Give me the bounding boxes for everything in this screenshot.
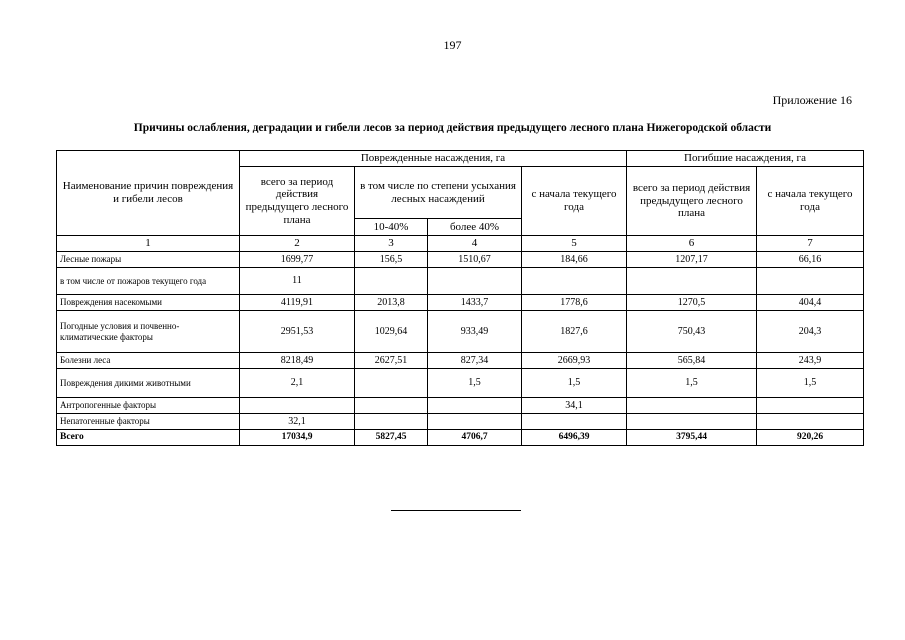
header-dead-group: Погибшие насаждения, га [627, 151, 864, 167]
cell-value: 2013,8 [355, 295, 428, 311]
cell-value: 243,9 [757, 353, 864, 369]
table-row [57, 398, 864, 414]
cell-value: 1827,6 [522, 311, 627, 353]
col-number: 5 [522, 236, 627, 252]
cell-value: 750,43 [627, 311, 757, 353]
cell-value: 1,5 [428, 369, 522, 398]
cell-value [757, 268, 864, 295]
cell-value [627, 268, 757, 295]
row-name: Непатогенные факторы [57, 414, 240, 430]
header-damaged-total-period: всего за период действия предыдущего лесного плана [240, 167, 355, 236]
cell-value: 1778,6 [522, 295, 627, 311]
cell-value: 4119,91 [240, 295, 355, 311]
cell-value: 32,1 [240, 414, 355, 430]
cell-value: 66,16 [757, 252, 864, 268]
cell-value: 2951,53 [240, 311, 355, 353]
cell-value [428, 414, 522, 430]
cell-value: 565,84 [627, 353, 757, 369]
cell-value: 404,4 [757, 295, 864, 311]
table-row [57, 295, 864, 311]
col-number: 6 [627, 236, 757, 252]
header-damaged-since-year: с начала текущего года [522, 167, 627, 236]
cell-value: 6496,39 [522, 430, 627, 446]
table-row [57, 311, 864, 353]
cell-value: 1,5 [757, 369, 864, 398]
row-name: Повреждения насекомыми [57, 295, 240, 311]
cell-value [757, 414, 864, 430]
cell-value [240, 398, 355, 414]
row-name: Болезни леса [57, 353, 240, 369]
cell-value: 1433,7 [428, 295, 522, 311]
cell-value: 2669,93 [522, 353, 627, 369]
cell-value: 827,34 [428, 353, 522, 369]
cell-value [522, 414, 627, 430]
col-number: 7 [757, 236, 864, 252]
cell-value: 17034,9 [240, 430, 355, 446]
cell-value: 8218,49 [240, 353, 355, 369]
appendix-label: Приложение 16 [772, 93, 852, 107]
cell-value: 1,5 [627, 369, 757, 398]
cell-value: 1699,77 [240, 252, 355, 268]
cell-value: 156,5 [355, 252, 428, 268]
page-number: 197 [443, 38, 462, 52]
cell-value: 920,26 [757, 430, 864, 446]
header-cause-name: Наименование причин повреждения и гибели лесов [57, 151, 240, 236]
col-number: 4 [428, 236, 522, 252]
header-degree-over-40: более 40% [428, 219, 522, 236]
header-dead-total-period: всего за период действия предыдущего лесного плана [627, 167, 757, 236]
table-row [57, 268, 864, 295]
table-row [57, 369, 864, 398]
table-row-total [57, 430, 864, 446]
row-name: Лесные пожары [57, 252, 240, 268]
cell-value: 204,3 [757, 311, 864, 353]
col-number: 1 [57, 236, 240, 252]
cell-value: 1029,64 [355, 311, 428, 353]
header-dead-since-year: с начала текущего года [757, 167, 864, 236]
cell-value [355, 414, 428, 430]
forest-damage-table [56, 150, 864, 446]
cell-value [428, 398, 522, 414]
header-by-degree: в том числе по степени усыхания лесных насаждений [355, 167, 522, 219]
cell-value [355, 369, 428, 398]
cell-value: 34,1 [522, 398, 627, 414]
cell-value [355, 268, 428, 295]
cell-value: 2,1 [240, 369, 355, 398]
cell-value [428, 268, 522, 295]
row-name: Повреждения дикими животными [57, 369, 240, 398]
footer-divider [391, 510, 521, 511]
row-name: Всего [57, 430, 240, 446]
header-damaged-group: Поврежденные насаждения, га [240, 151, 627, 167]
table-row [57, 353, 864, 369]
row-name: Антропогенные факторы [57, 398, 240, 414]
cell-value: 2627,51 [355, 353, 428, 369]
row-name: в том числе от пожаров текущего года [57, 268, 240, 295]
cell-value: 4706,7 [428, 430, 522, 446]
cell-value: 184,66 [522, 252, 627, 268]
table-row [57, 414, 864, 430]
cell-value [627, 398, 757, 414]
col-number: 2 [240, 236, 355, 252]
cell-value: 3795,44 [627, 430, 757, 446]
cell-value [522, 268, 627, 295]
cell-value: 933,49 [428, 311, 522, 353]
cell-value: 11 [240, 268, 355, 295]
document-title: Причины ослабления, деградации и гибели лесов за период действия предыдущего лесного плана Нижегородской области [133, 122, 772, 134]
table-row [57, 252, 864, 268]
cell-value [355, 398, 428, 414]
cell-value [757, 398, 864, 414]
cell-value: 1510,67 [428, 252, 522, 268]
cell-value [627, 414, 757, 430]
cell-value: 1207,17 [627, 252, 757, 268]
cell-value: 5827,45 [355, 430, 428, 446]
header-degree-10-40: 10-40% [355, 219, 428, 236]
cell-value: 1,5 [522, 369, 627, 398]
col-number: 3 [355, 236, 428, 252]
row-name: Погодные условия и почвенно-климатические факторы [57, 311, 240, 353]
cell-value: 1270,5 [627, 295, 757, 311]
